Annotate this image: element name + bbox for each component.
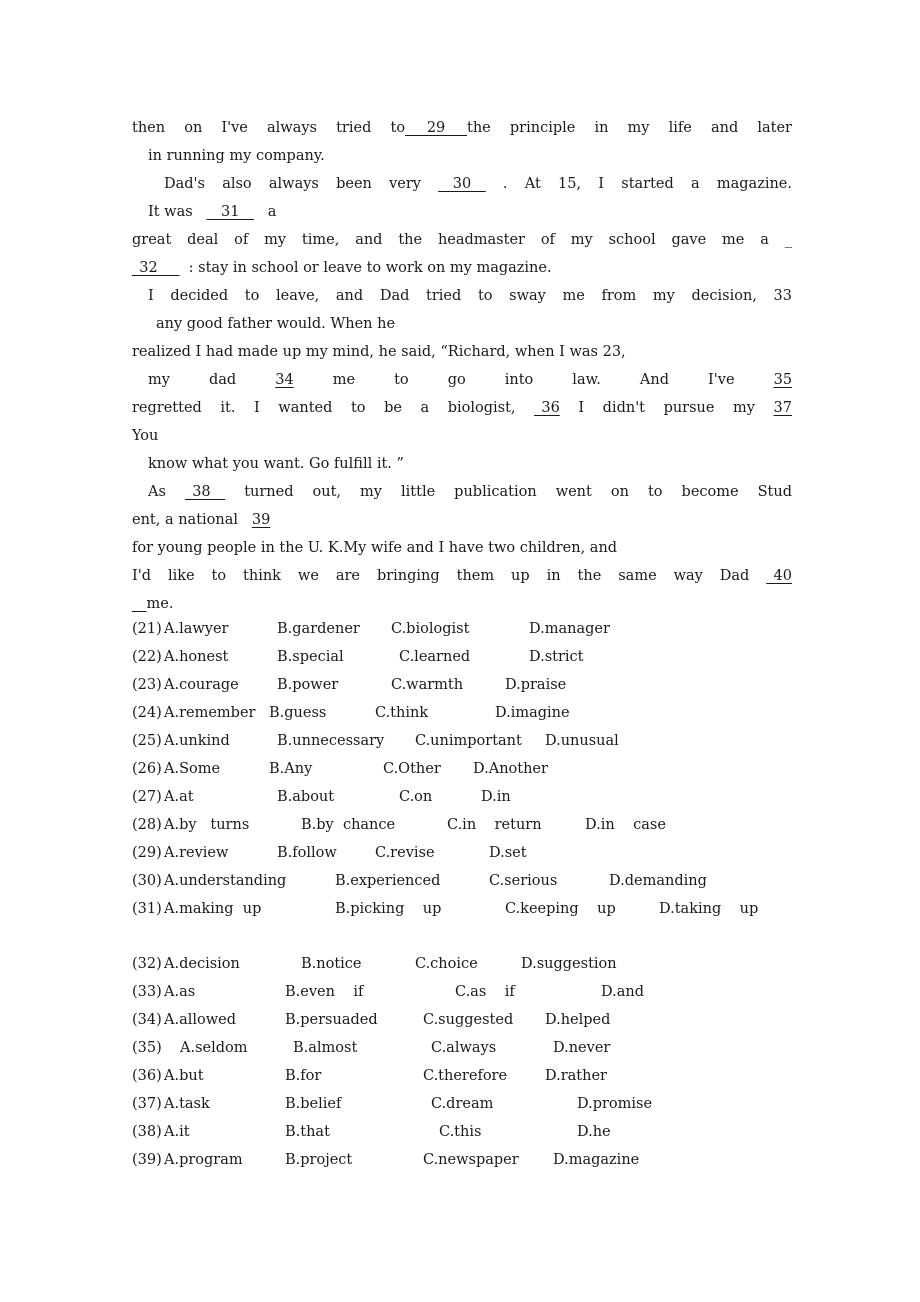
option-a[interactable]: A.Some	[164, 761, 221, 777]
passage-line: any good father would. When he	[156, 316, 396, 332]
passage-line: It was __31__ a	[148, 204, 277, 220]
option-c[interactable]: C.Other	[383, 761, 441, 777]
option-d[interactable]: D.demanding	[609, 873, 707, 889]
option-a[interactable]: A.lawyer	[164, 621, 229, 637]
option-b[interactable]: B.project	[285, 1152, 353, 1168]
option-d[interactable]: D.set	[489, 845, 527, 861]
question-number: (21)	[132, 621, 162, 637]
option-b[interactable]: B.notice	[301, 956, 362, 972]
option-d[interactable]: D.he	[577, 1124, 611, 1140]
blank-31: __31__	[206, 204, 254, 220]
option-d[interactable]: D.unusual	[545, 733, 619, 749]
passage-line: _32___ : stay in school or leave to work on my magazine.	[132, 260, 552, 276]
option-b[interactable]: B.by chance	[301, 817, 396, 833]
question-row	[132, 671, 792, 699]
question-number: (24)	[132, 705, 162, 721]
option-d[interactable]: D.suggestion	[521, 956, 617, 972]
question-number: (35)	[132, 1040, 162, 1056]
option-d[interactable]: D.magazine	[553, 1152, 640, 1168]
passage-line: I'd like to think we are bringing them up in the same way Dad _40	[132, 568, 792, 584]
blank-36: _36	[534, 400, 560, 416]
question-number: (34)	[132, 1012, 162, 1028]
option-b[interactable]: B.unnecessary	[277, 733, 385, 749]
option-d[interactable]: D.in case	[585, 817, 666, 833]
option-b[interactable]: B.special	[277, 649, 344, 665]
passage-line: know what you want. Go fulfill it. ”	[148, 456, 404, 472]
passage-line: regretted it. I wanted to be a biologist, _36 I didn't pursue my 37	[132, 400, 792, 416]
question-number: (29)	[132, 845, 162, 861]
option-d[interactable]: D.helped	[545, 1012, 611, 1028]
option-c[interactable]: C.always	[431, 1040, 497, 1056]
option-d[interactable]: D.and	[601, 984, 644, 1000]
option-b[interactable]: B.about	[277, 789, 335, 805]
question-row	[132, 978, 792, 1006]
option-b[interactable]: B.that	[285, 1124, 330, 1140]
passage-line: I decided to leave, and Dad tried to sway me from my decision, 33	[148, 288, 792, 304]
option-a[interactable]: A.honest	[164, 649, 229, 665]
question-number: (32)	[132, 956, 162, 972]
option-a[interactable]: A.by turns	[164, 817, 250, 833]
option-c[interactable]: C.on	[399, 789, 433, 805]
question-row	[132, 1034, 792, 1062]
passage-line: ent, a national 39	[132, 512, 271, 528]
option-c[interactable]: C.newspaper	[423, 1152, 519, 1168]
question-row	[132, 811, 792, 839]
option-a[interactable]: A.decision	[164, 956, 240, 972]
option-b[interactable]: B.picking up	[335, 901, 442, 917]
passage-line: As _38__ turned out, my little publication went on to become Stud	[148, 484, 792, 500]
option-b[interactable]: B.for	[285, 1068, 322, 1084]
option-a[interactable]: A.unkind	[164, 733, 230, 749]
option-a[interactable]: A.review	[164, 845, 229, 861]
passage-line: my dad 34 me to go into law. And I've 35	[148, 372, 792, 388]
option-d[interactable]: D.taking up	[659, 901, 759, 917]
option-c[interactable]: C.revise	[375, 845, 435, 861]
blank-39: 39	[251, 512, 271, 528]
option-a[interactable]: A.remember	[164, 705, 256, 721]
option-b[interactable]: B.follow	[277, 845, 337, 861]
option-c[interactable]: C.therefore	[423, 1068, 508, 1084]
blank-35: 35	[773, 372, 792, 388]
option-a[interactable]: A.task	[164, 1096, 210, 1112]
question-row	[132, 615, 792, 643]
blank-29: ___29___	[405, 120, 468, 136]
option-a[interactable]: A.courage	[164, 677, 239, 693]
option-d[interactable]: D.Another	[473, 761, 548, 777]
question-number: (37)	[132, 1096, 162, 1112]
option-c[interactable]: C.as if	[455, 984, 515, 1000]
passage-line: __me.	[132, 596, 174, 612]
option-a[interactable]: A.seldom	[180, 1040, 248, 1056]
question-row	[132, 1006, 792, 1034]
passage-line: then on I've always tried to___29___the principle in my life and later	[132, 120, 792, 136]
option-b[interactable]: B.almost	[293, 1040, 358, 1056]
question-number: (25)	[132, 733, 162, 749]
option-a[interactable]: A.understanding	[164, 873, 287, 889]
option-d[interactable]: D.promise	[577, 1096, 653, 1112]
blank-38: _38__	[184, 484, 226, 500]
option-b[interactable]: B.even if	[285, 984, 364, 1000]
question-row	[132, 1146, 792, 1174]
question-number: (31)	[132, 901, 162, 917]
question-row	[132, 867, 792, 895]
option-c[interactable]: C.biologist	[391, 621, 470, 637]
option-b[interactable]: B.persuaded	[285, 1012, 378, 1028]
question-number: (28)	[132, 817, 162, 833]
question-number: (39)	[132, 1152, 162, 1168]
question-row	[132, 1062, 792, 1090]
question-row	[132, 839, 792, 867]
option-a[interactable]: A.allowed	[164, 1012, 237, 1028]
blank-34: 34	[275, 372, 294, 388]
option-d[interactable]: D.manager	[529, 621, 610, 637]
option-a[interactable]: A.but	[164, 1068, 204, 1084]
option-d[interactable]: D.imagine	[495, 705, 570, 721]
option-c[interactable]: C.keeping up	[505, 901, 616, 917]
option-d[interactable]: D.strict	[529, 649, 584, 665]
option-a[interactable]: A.making up	[164, 901, 262, 917]
blank-40: _40	[766, 568, 792, 584]
question-row	[132, 699, 792, 727]
question-row	[132, 727, 792, 755]
option-c[interactable]: C.this	[439, 1124, 482, 1140]
passage-line: for young people in the U. K.My wife and I have two children, and	[132, 540, 618, 556]
option-c[interactable]: C.in return	[447, 817, 542, 833]
option-a[interactable]: A.as	[164, 984, 196, 1000]
passage-line: realized I had made up my mind, he said, “Richard, when I was 23,	[132, 344, 626, 360]
question-row	[132, 1118, 792, 1146]
option-b[interactable]: B.guess	[269, 705, 327, 721]
question-number: (26)	[132, 761, 162, 777]
option-c[interactable]: C.choice	[415, 956, 478, 972]
blank-32: _32___	[132, 260, 180, 276]
option-c[interactable]: C.suggested	[423, 1012, 514, 1028]
question-number: (36)	[132, 1068, 162, 1084]
question-number: (33)	[132, 984, 162, 1000]
question-number: (27)	[132, 789, 162, 805]
option-a[interactable]: A.program	[164, 1152, 243, 1168]
option-b[interactable]: B.Any	[269, 761, 313, 777]
question-row	[132, 783, 792, 811]
passage-line: Dad's also always been very __30__ . At 15, I started a magazine.	[164, 176, 792, 192]
option-c[interactable]: C.learned	[399, 649, 471, 665]
question-row	[132, 1090, 792, 1118]
question-number: (38)	[132, 1124, 162, 1140]
option-c[interactable]: C.unimportant	[415, 733, 522, 749]
option-b[interactable]: B.experienced	[335, 873, 441, 889]
question-number: (23)	[132, 677, 162, 693]
option-c[interactable]: C.warmth	[391, 677, 464, 693]
option-d[interactable]: D.praise	[505, 677, 567, 693]
question-row	[132, 950, 792, 978]
question-row	[132, 643, 792, 671]
option-a[interactable]: A.it	[164, 1124, 190, 1140]
option-a[interactable]: A.at	[164, 789, 194, 805]
blank-37: 37	[773, 400, 792, 416]
option-d[interactable]: D.in	[481, 789, 511, 805]
question-number: (22)	[132, 649, 162, 665]
option-b[interactable]: B.belief	[285, 1096, 342, 1112]
passage-line: in running my company.	[148, 148, 325, 164]
option-d[interactable]: D.never	[553, 1040, 611, 1056]
option-b[interactable]: B.power	[277, 677, 339, 693]
question-row	[132, 895, 792, 923]
passage-line: You	[132, 428, 159, 444]
option-b[interactable]: B.gardener	[277, 621, 360, 637]
passage-line: great deal of my time, and the headmaster of my school gave me a _	[132, 232, 792, 248]
option-d[interactable]: D.rather	[545, 1068, 607, 1084]
question-row	[132, 755, 792, 783]
option-c[interactable]: C.think	[375, 705, 429, 721]
option-c[interactable]: C.dream	[431, 1096, 494, 1112]
question-number: (30)	[132, 873, 162, 889]
blank-30: __30__	[438, 176, 486, 192]
option-c[interactable]: C.serious	[489, 873, 558, 889]
